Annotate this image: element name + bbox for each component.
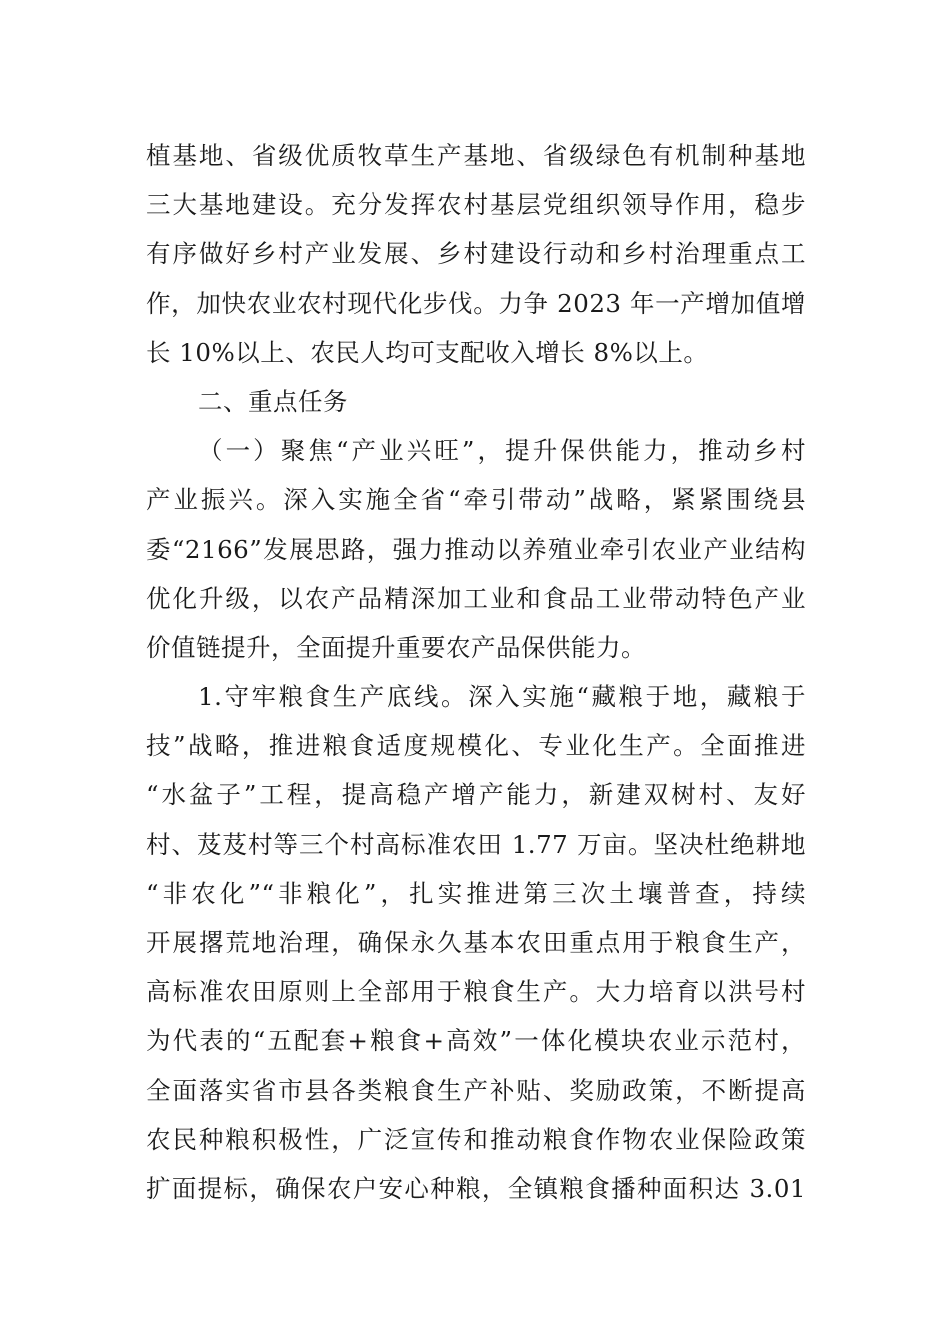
paragraph-3-line-7: 高标准农田原则上全部用于粮食生产。大力培育以洪号村 <box>146 977 806 1007</box>
paragraph-1-line-2: 三大基地建设。充分发挥农村基层党组织领导作用，稳步 <box>146 190 806 220</box>
document-body <box>146 131 806 1213</box>
paragraph-2-line-5: 价值链提升，全面提升重要农产品保供能力。 <box>146 632 646 662</box>
section-heading: 二、重点任务 <box>198 386 348 416</box>
paragraph-3-line-6: 开展撂荒地治理，确保永久基本农田重点用于粮食生产， <box>146 928 806 957</box>
paragraph-3-line-3: “水盆子”工程，提高稳产增产能力，新建双树村、友好 <box>146 780 806 810</box>
paragraph-1-line-3: 有序做好乡村产业发展、乡村建设行动和乡村治理重点工 <box>146 239 806 269</box>
paragraph-3-line-5: “非农化”“非粮化”，扎实推进第三次土壤普查，持续 <box>146 878 806 908</box>
paragraph-2-line-1: （一）聚焦“产业兴旺”，提升保供能力，推动乡村 <box>198 436 806 466</box>
paragraph-3-line-11: 扩面提标，确保农户安心种粮，全镇粮食播种面积达 3.01 <box>146 1173 806 1203</box>
paragraph-2-line-3: 委“2166”发展思路，强力推动以养殖业牵引农业产业结构 <box>146 534 806 564</box>
paragraph-2-line-4: 优化升级，以农产品精深加工业和食品工业带动特色产业 <box>146 583 806 613</box>
paragraph-3-line-4: 村、芨芨村等三个村高标准农田 1.77 万亩。坚决杜绝耕地 <box>146 829 806 859</box>
paragraph-1-line-4: 作，加快农业农村现代化步伐。力争 2023 年一产增加值增 <box>146 288 806 318</box>
paragraph-3-line-8: 为代表的“五配套+粮食+高效”一体化模块农业示范村， <box>146 1026 806 1056</box>
paragraph-3-line-2: 技”战略，推进粮食适度规模化、专业化生产。全面推进 <box>146 731 806 761</box>
paragraph-1-line-5: 长 10%以上、农民人均可支配收入增长 8%以上。 <box>146 337 709 367</box>
paragraph-3-line-10: 农民种粮积极性，广泛宣传和推动粮食作物农业保险政策 <box>146 1124 806 1154</box>
paragraph-1-line-1: 植基地、省级优质牧草生产基地、省级绿色有机制种基地 <box>146 141 806 170</box>
paragraph-2-line-2: 产业振兴。深入实施全省“牵引带动”战略，紧紧围绕县 <box>146 485 806 515</box>
paragraph-3-line-9: 全面落实省市县各类粮食生产补贴、奖励政策，不断提高 <box>146 1075 806 1105</box>
paragraph-3-line-1: 1.守牢粮食生产底线。深入实施“藏粮于地，藏粮于 <box>198 682 806 712</box>
